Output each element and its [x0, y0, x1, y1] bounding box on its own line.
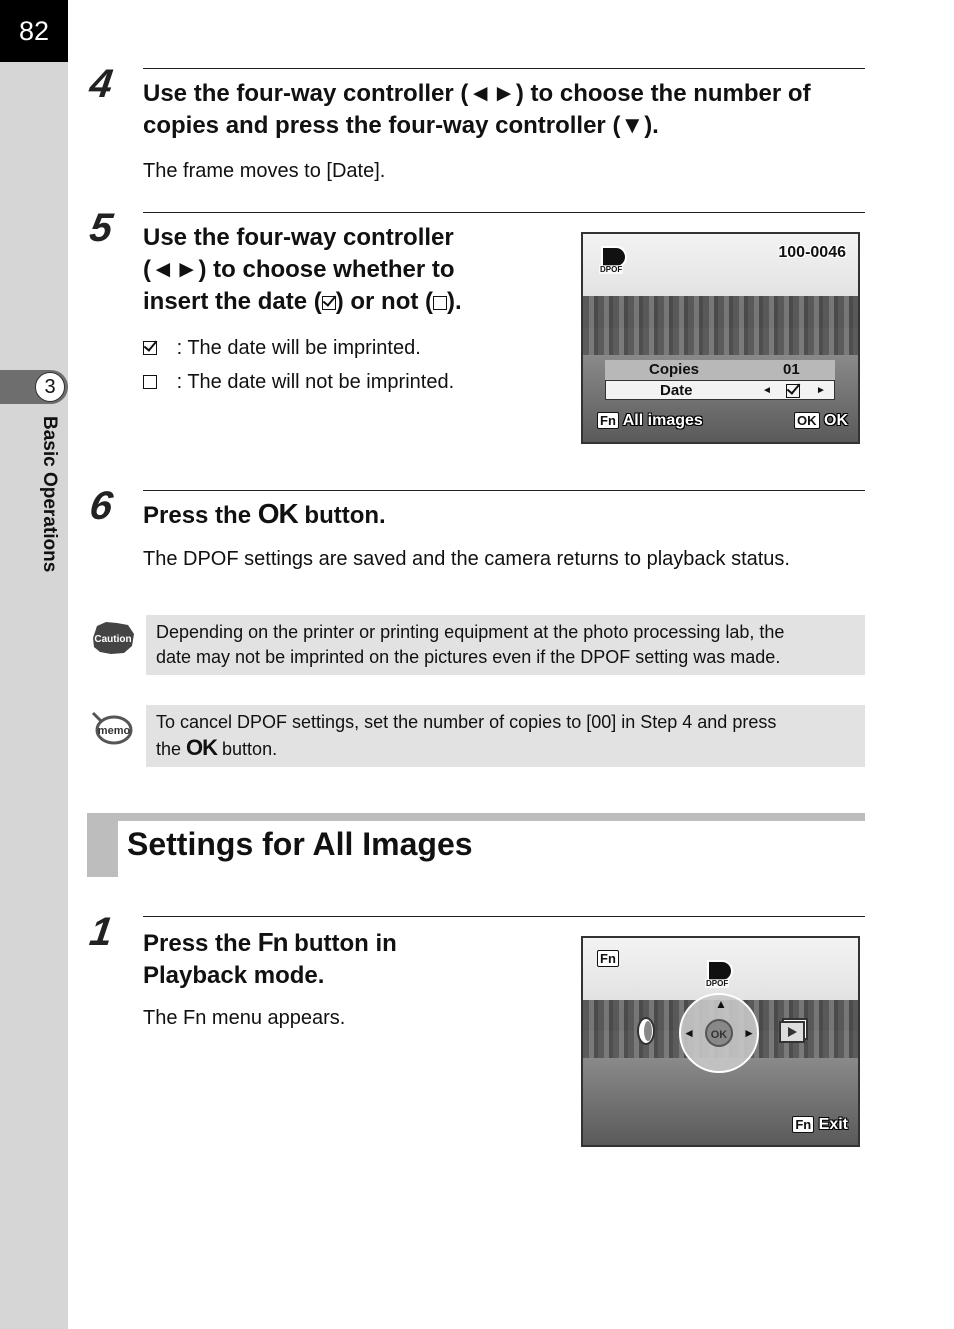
step-1-heading-line2: Playback mode. [143, 962, 325, 989]
step-6-heading [143, 498, 386, 532]
step-1-rule [143, 916, 865, 917]
ok-key-icon: OK [794, 412, 820, 429]
empty-box-icon [143, 375, 157, 389]
fn-menu-screen [581, 936, 860, 1147]
step-5-heading-line1: Use the four-way controller [143, 224, 454, 251]
right-arrow-icon: ► [816, 385, 826, 396]
ok-center-button[interactable]: OK [705, 1019, 733, 1047]
step-4-body: The frame moves to [Date]. [143, 160, 386, 182]
ok-button-icon: OK [186, 735, 218, 760]
page-sidebar [0, 0, 68, 1329]
up-arrow-icon: ▲ [715, 997, 727, 1011]
fn-all-images-label: All images [622, 412, 703, 429]
step-4-heading-line1: Use the four-way controller (◄►) to choose the number of [143, 80, 811, 107]
step-5-heading-line3 [143, 286, 563, 318]
caution-icon-label: Caution [94, 634, 132, 645]
dpof-label: DPOF [706, 979, 729, 988]
right-arrow-icon: ► [743, 1026, 755, 1040]
step-1-heading-line1 [143, 926, 397, 960]
step-4-number: 4 [86, 62, 116, 106]
fn-key-icon: Fn [597, 950, 619, 967]
step-5-heading-line3-c: ). [447, 288, 462, 315]
fn-indicator [597, 950, 619, 968]
step-6-rule [143, 490, 865, 491]
step-5-number: 5 [86, 206, 116, 250]
memo-line2-a: the [156, 739, 187, 759]
step-4-rule [143, 68, 865, 69]
ok-label: OK [824, 412, 848, 429]
date-row[interactable] [605, 380, 835, 400]
step-1-heading [143, 926, 397, 992]
ok-button-icon: OK [257, 498, 298, 529]
slideshow-icon[interactable] [779, 1018, 809, 1044]
fn-button-icon: Fn [257, 927, 288, 957]
caution-note [146, 615, 865, 675]
memo-note [146, 705, 865, 767]
dpof-date-screen [581, 232, 860, 444]
step-5-heading-line3-b: ) or not ( [335, 288, 434, 315]
memo-line1: To cancel DPOF settings, set the number of copies to [00] in Step 4 and press [156, 712, 777, 732]
step-5-heading [143, 222, 563, 318]
option-checked-text: : The date will be imprinted. [176, 337, 421, 359]
step-6-heading-a: Press the [143, 502, 258, 529]
copies-row[interactable] [605, 360, 835, 380]
dpof-icon [599, 246, 633, 276]
copies-value: 01 [783, 361, 800, 378]
step-1-heading-a: Press the [143, 930, 258, 957]
caution-line2: date may not be imprinted on the pictures even if the DPOF setting was made. [156, 647, 781, 667]
date-label: Date [660, 382, 693, 399]
checked-box-icon [143, 341, 157, 355]
exit-label: Exit [818, 1116, 848, 1133]
step-5-option-checked [143, 335, 421, 361]
chapter-number: 3 [35, 372, 65, 402]
file-number: 100-0046 [778, 244, 846, 261]
step-5-option-unchecked [143, 369, 454, 395]
rotate-icon[interactable] [635, 1016, 657, 1046]
step-5-rule [143, 212, 865, 213]
caution-icon [90, 620, 136, 656]
step-6-body: The DPOF settings are saved and the camera returns to playback status. [143, 548, 790, 570]
memo-icon [90, 710, 134, 746]
fn-exit [792, 1116, 848, 1134]
fn-all-images [597, 412, 703, 430]
checked-box-icon [322, 296, 336, 310]
memo-icon-label: memo [97, 725, 131, 737]
fn-key-icon: Fn [792, 1116, 814, 1133]
option-unchecked-text: : The date will not be imprinted. [176, 371, 455, 393]
step-1-heading-b: button in [287, 930, 397, 957]
left-arrow-icon: ◄ [683, 1026, 695, 1040]
date-checkbox-icon[interactable] [786, 384, 800, 398]
memo-line2 [156, 735, 855, 762]
chapter-title: Basic Operations [39, 416, 60, 573]
step-4-heading-line2: copies and press the four-way controller (▼). [143, 112, 659, 139]
section-title: Settings for All Images [127, 826, 473, 862]
step-5-heading-line3-a: insert the date ( [143, 288, 322, 315]
four-way-controller-icon[interactable] [679, 993, 759, 1073]
step-6-number: 6 [86, 484, 116, 528]
empty-box-icon [433, 296, 447, 310]
fn-key-icon: Fn [597, 412, 619, 429]
caution-line1: Depending on the printer or printing equipment at the photo processing lab, the [156, 622, 785, 642]
copies-label: Copies [649, 361, 700, 378]
memo-line2-b: button. [217, 739, 278, 759]
page-number: 82 [0, 0, 68, 62]
dpof-menu [605, 360, 835, 402]
step-5-heading-line2: (◄►) to choose whether to [143, 256, 455, 283]
ok-confirm [794, 412, 848, 430]
scene-trees [583, 296, 858, 358]
step-1-body: The Fn menu appears. [143, 1007, 346, 1029]
left-arrow-icon: ◄ [762, 385, 772, 396]
step-4-heading [143, 78, 811, 142]
dpof-label: DPOF [600, 265, 623, 274]
step-1-number: 1 [86, 910, 116, 954]
dpof-icon[interactable] [705, 960, 739, 990]
step-6-heading-b: button. [297, 502, 386, 529]
